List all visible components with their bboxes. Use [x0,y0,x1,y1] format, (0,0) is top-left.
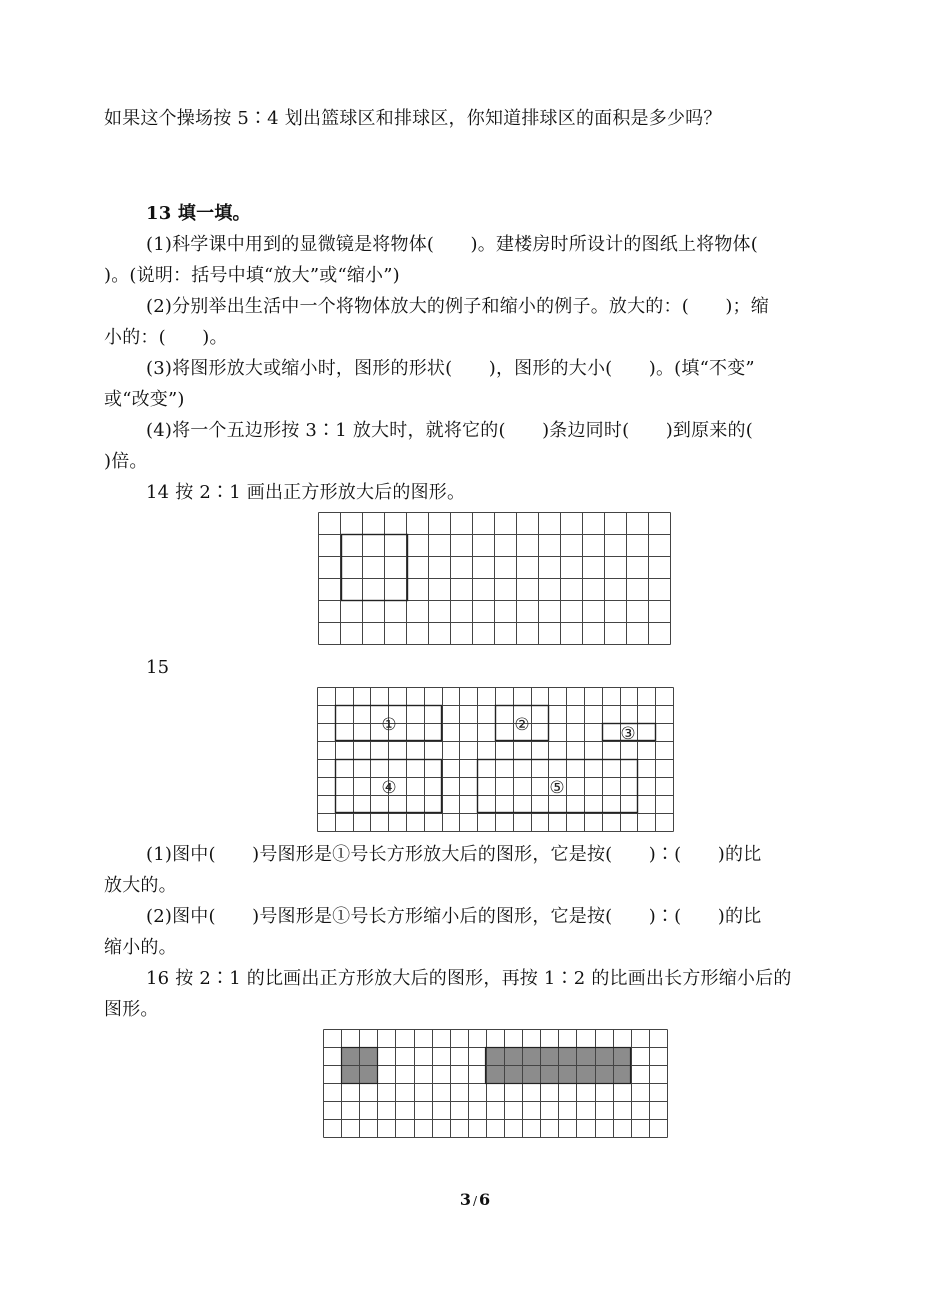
q13-title: 13 填一填。 [146,203,251,224]
shape-4-label: ④ [381,778,397,798]
q14-grid-lines [319,513,671,645]
q15-sub1-line1: (1)图中( )号图形是①号长方形放大后的图形，它是按( )∶( )的比 [146,844,762,865]
q15-sub2-line1: (2)图中( )号图形是①号长方形缩小后的图形，它是按( )∶( )的比 [146,906,762,927]
q14-grid-figure [318,512,674,646]
q15-sub2-line2: 缩小的。 [104,937,177,958]
q13-part2-line1: (2)分别举出生活中一个将物体放大的例子和缩小的例子。放大的：( )；缩 [146,296,769,317]
q16-title-line2: 图形。 [104,999,159,1020]
shape-2-label: ② [514,715,530,735]
q13-part1-line1: (1)科学课中用到的显微镜是将物体( )。建楼房时所设计的图纸上将物体( [146,234,758,255]
shape-1-label: ① [381,715,397,735]
q13-part3-line1: (3)将图形放大或缩小时，图形的形状( )，图形的大小( )。(填“不变” [146,358,755,379]
page-current: 3 [459,1190,471,1209]
q13-part1-line2: )。(说明：括号中填“放大”或“缩小”) [104,265,400,286]
q16-title-line1: 16 按 2∶1 的比画出正方形放大后的图形，再按 1∶2 的比画出长方形缩小后的 [146,968,792,989]
shape-3-label: ③ [620,724,636,744]
q15-grid-figure [317,687,675,833]
shape-5-label: ⑤ [549,778,565,798]
q13-part3-line2: 或“改变”) [104,389,185,410]
page-separator: / [472,1194,478,1208]
q13-part4-line1: (4)将一个五边形按 3∶1 放大时，就将它的( )条边同时( )到原来的( [146,420,753,441]
q12-question-tail: 如果这个操场按 5∶4 划出篮球区和排球区，你知道排球区的面积是多少吗？ [104,108,722,129]
q13-part2-line2: 小的：( )。 [104,327,228,348]
page-number [0,1190,950,1209]
page-total: 6 [479,1190,491,1209]
q14-square [342,535,408,601]
q16-grid-figure [323,1029,669,1139]
q15-sub1-line2: 放大的。 [104,875,177,896]
q14-title: 14 按 2∶1 画出正方形放大后的图形。 [146,482,466,503]
q15-title: 15 [146,657,170,678]
q13-part4-line2: )倍。 [104,451,148,472]
